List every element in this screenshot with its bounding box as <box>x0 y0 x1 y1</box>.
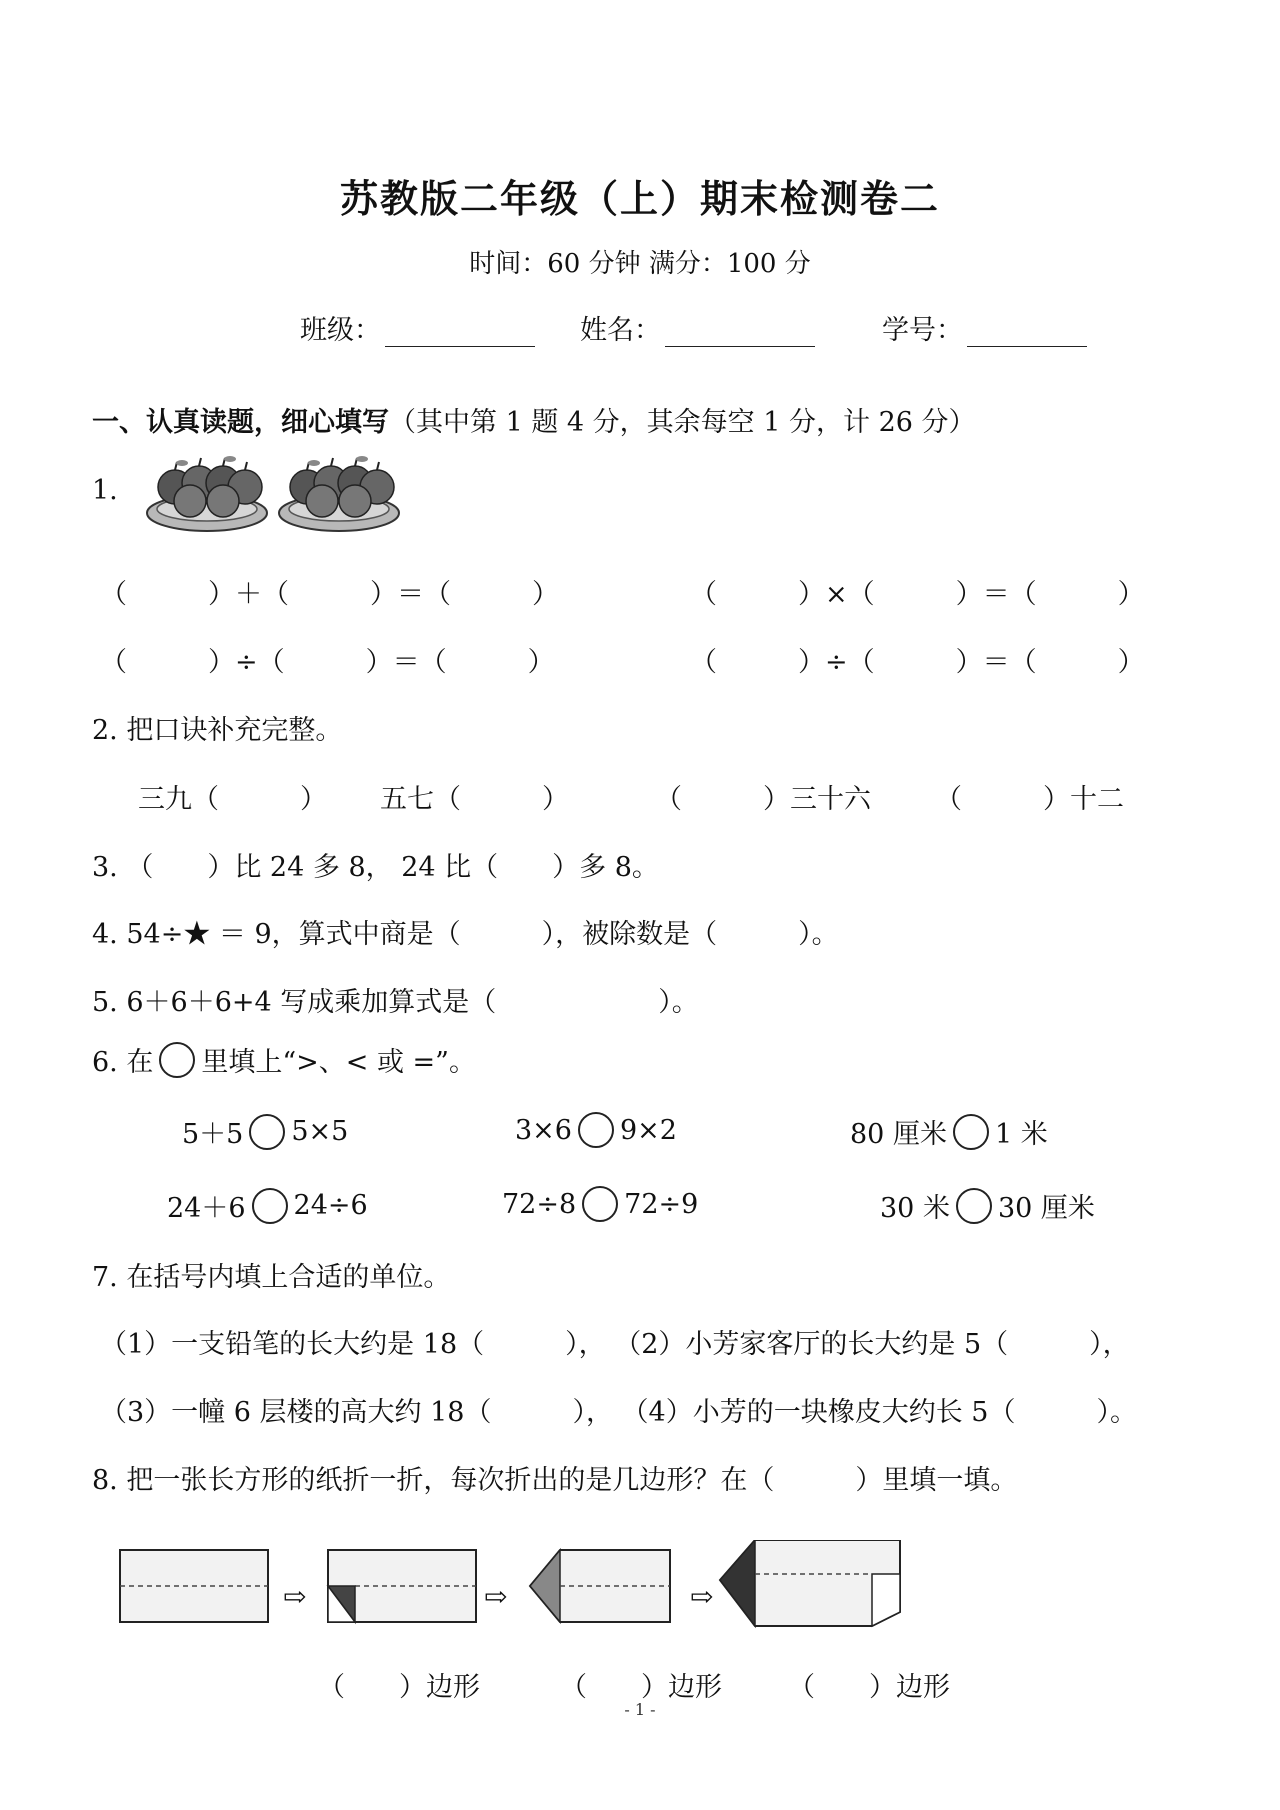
class-label: 班级： <box>300 315 381 346</box>
q8-label-3[interactable]: （ ）边形 <box>788 1672 950 1703</box>
q2-item-3[interactable]: （ ）三十六 <box>655 784 871 815</box>
q4-text[interactable]: 4. 54÷★ ＝ 9，算式中商是（ ），被除数是（ ）。 <box>92 919 839 950</box>
q6-compare-3-circle[interactable] <box>953 1114 989 1150</box>
q2-item-2[interactable]: 五七（ ） <box>380 784 569 815</box>
q6-compare-5-circle[interactable] <box>582 1186 618 1222</box>
q6-suffix: 里填上“>、< 或 =”。 <box>201 1047 476 1078</box>
q6-compare-2-circle[interactable] <box>578 1112 614 1148</box>
q6-compare-2-right: 9×2 <box>619 1114 677 1146</box>
q6-compare-3-left: 80 厘米 <box>850 1119 947 1150</box>
student-id-field <box>882 308 1087 347</box>
paper-step-1 <box>120 1550 268 1622</box>
q2-text: 2. 把口诀补充完整。 <box>92 715 343 746</box>
q6-compare-6-circle[interactable] <box>956 1188 992 1224</box>
q5-text[interactable]: 5. 6＋6＋6+4 写成乘加算式是（ ）。 <box>92 987 699 1018</box>
q2-item-1[interactable]: 三九（ ） <box>138 784 327 815</box>
apple-plates-image <box>145 445 405 540</box>
q6-text <box>92 1040 476 1079</box>
section-1-heading <box>92 400 976 439</box>
q6-compare-4-right: 24÷6 <box>293 1190 368 1221</box>
q6-compare-3-right: 1 米 <box>994 1119 1048 1150</box>
q7-line-2[interactable]: （3）一幢 6 层楼的高大约 18（ ）， （4）小芳的一块橡皮大约长 5（ ）。 <box>100 1397 1137 1428</box>
apple-plate-2 <box>279 456 399 531</box>
name-label: 姓名： <box>580 315 661 346</box>
q6-compare-5-left: 72÷8 <box>502 1188 577 1220</box>
page-title: 苏教版二年级（上）期末检测卷二 <box>339 176 940 221</box>
paper-step-4 <box>720 1540 900 1626</box>
arrow-right-icon: ⇨ <box>283 1580 307 1613</box>
q6-compare-1-circle[interactable] <box>249 1114 285 1150</box>
name-blank[interactable] <box>665 316 815 347</box>
q6-compare-4-circle[interactable] <box>252 1188 288 1224</box>
q1-division-equation-2[interactable]: （ ）÷（ ）＝（ ） <box>690 647 1145 678</box>
page-number: - 1 - <box>624 1700 656 1719</box>
q1-division-equation-1[interactable]: （ ）÷（ ）＝（ ） <box>100 647 555 678</box>
paper-folding-diagram <box>115 1540 915 1660</box>
apple-plate-1 <box>147 456 267 531</box>
student-id-blank[interactable] <box>967 316 1087 347</box>
section-1-note: （其中第 1 题 4 分，其余每空 1 分，计 26 分） <box>389 407 976 438</box>
student-id-label: 学号： <box>882 315 963 346</box>
q6-compare-6-right: 30 厘米 <box>997 1193 1095 1224</box>
section-1-title: 一、认真读题，细心填写 <box>92 407 389 438</box>
q6-compare-1-right: 5×5 <box>291 1116 349 1147</box>
q1-multiplication-equation[interactable]: （ ）×（ ）＝（ ） <box>690 579 1145 610</box>
arrow-right-icon: ⇨ <box>484 1580 508 1613</box>
q8-label-2[interactable]: （ ）边形 <box>560 1672 722 1703</box>
q2-item-4[interactable]: （ ）十二 <box>935 784 1124 815</box>
name-field <box>580 308 815 347</box>
q6-compare-6-left: 30 米 <box>880 1193 950 1224</box>
circle-icon <box>159 1042 195 1078</box>
q6-compare-1 <box>182 1112 348 1151</box>
q6-compare-2 <box>515 1112 677 1148</box>
paper-step-3 <box>530 1550 670 1622</box>
q6-compare-3 <box>850 1112 1048 1151</box>
arrow-right-icon: ⇨ <box>690 1580 714 1613</box>
q1-addition-equation[interactable]: （ ）＋（ ）＝（ ） <box>100 579 559 610</box>
class-blank[interactable] <box>385 316 535 347</box>
exam-time-score: 时间：60 分钟 满分：100 分 <box>469 249 811 279</box>
q6-compare-4-left: 24＋6 <box>167 1193 246 1224</box>
q8-text[interactable]: 8. 把一张长方形的纸折一折，每次折出的是几边形？在（ ）里填一填。 <box>92 1465 1018 1496</box>
q7-line-1[interactable]: （1）一支铅笔的长大约是 18（ ）， （2）小芳家客厅的长大约是 5（ ）， <box>100 1329 1130 1360</box>
q6-compare-2-left: 3×6 <box>515 1114 572 1146</box>
q6-compare-1-left: 5＋5 <box>182 1119 244 1150</box>
q1-number: 1. <box>92 475 118 506</box>
q6-compare-5-right: 72÷9 <box>624 1188 699 1220</box>
paper-step-2 <box>328 1550 476 1622</box>
q6-compare-4 <box>167 1186 368 1225</box>
q8-label-1[interactable]: （ ）边形 <box>318 1672 480 1703</box>
q6-prefix: 6. 在 <box>92 1047 154 1078</box>
class-field <box>300 308 535 347</box>
q6-compare-6 <box>880 1186 1095 1225</box>
q7-text: 7. 在括号内填上合适的单位。 <box>92 1262 451 1293</box>
q6-compare-5 <box>502 1186 698 1222</box>
q3-text[interactable]: 3. （ ）比 24 多 8， 24 比（ ）多 8。 <box>92 852 659 883</box>
